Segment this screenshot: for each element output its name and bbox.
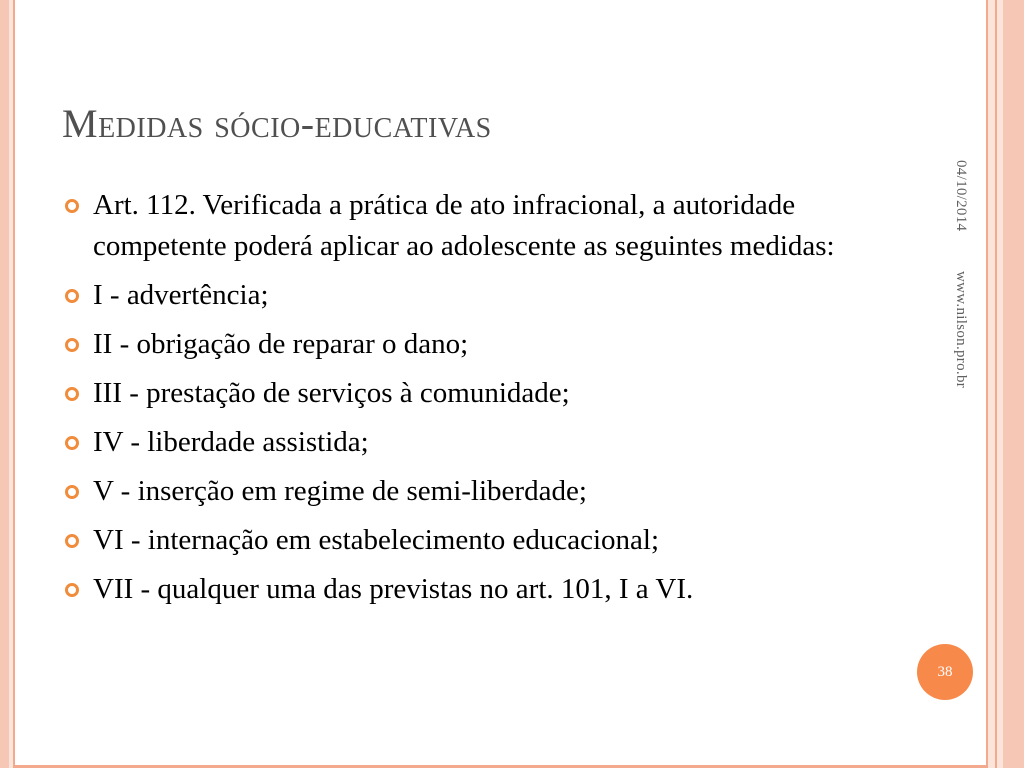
- right-border-band-3: [1003, 0, 1024, 768]
- bullet-text: IV - liberdade assistida;: [93, 426, 369, 458]
- bullet-circle-icon: [65, 289, 79, 303]
- bullet-text: III - prestação de serviços à comunidade;: [93, 377, 570, 409]
- slide-date: 04/10/2014: [953, 160, 969, 232]
- website-url: www.nilson.pro.br: [953, 271, 969, 389]
- page-number-badge: 38: [917, 644, 973, 700]
- bullet-text: V - inserção em regime de semi-liberdade;: [93, 475, 587, 507]
- bullet-circle-icon: [65, 436, 79, 450]
- left-border-stripe: [0, 0, 9, 768]
- bullet-circle-icon: [65, 583, 79, 597]
- bullet-item-v: [64, 471, 894, 512]
- bullet-list: [64, 185, 894, 618]
- bullet-text: I - advertência;: [93, 279, 269, 311]
- left-border-line: [13, 0, 15, 768]
- bullet-item-art-112: [64, 185, 894, 267]
- bullet-text: VII - qualquer uma das previstas no art. 101, I a VI.: [93, 573, 694, 605]
- bullet-circle-icon: [65, 534, 79, 548]
- bullet-circle-icon: [65, 338, 79, 352]
- bullet-item-iii: [64, 373, 894, 414]
- bullet-item-i: [64, 275, 894, 316]
- bullet-item-iv: [64, 422, 894, 463]
- bullet-circle-icon: [65, 485, 79, 499]
- bullet-item-vi: [64, 520, 894, 561]
- bullet-circle-icon: [65, 199, 79, 213]
- bullet-item-vii: [64, 569, 894, 610]
- bullet-text: Art. 112. Verificada a prática de ato infracional, a autoridade competente poderá aplicar ao adolescente as seguintes medidas:: [93, 189, 835, 262]
- bullet-circle-icon: [65, 387, 79, 401]
- bullet-text: II - obrigação de reparar o dano;: [93, 328, 469, 360]
- right-border-band-1: [988, 0, 995, 768]
- side-footer: [952, 160, 969, 580]
- bullet-text: VI - internação em estabelecimento educacional;: [93, 524, 660, 556]
- bullet-item-ii: [64, 324, 894, 365]
- slide-title: Medidas sócio-educativas: [62, 101, 492, 146]
